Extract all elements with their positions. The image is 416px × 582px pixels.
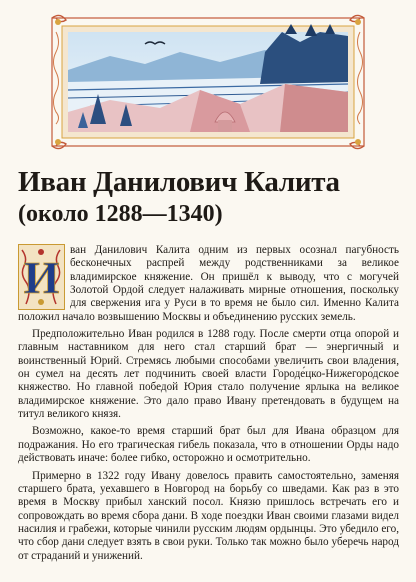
winter-landscape-illustration bbox=[50, 12, 366, 152]
paragraph: Предположительно Иван родился в 1288 году. После смерти отца опорой и главным наставником для него стал старший брат — энергичный и воинственный Юрий. Стремясь любыми способами увеличить свои владения, он сумел на десять лет подчинить своей власти Городе́цко-Нижегоро́дское княжество. Но главной победой Юрия стало получение ярлыка на великое владимирское княжение. Это дало право Ивану претендовать в будущем на титул великого князя. bbox=[18, 328, 399, 421]
dropcap-glyph: И bbox=[23, 252, 60, 303]
illustration-frame bbox=[50, 12, 366, 152]
dropcap-letter bbox=[18, 244, 65, 310]
paragraph: Возможно, какое-то время старший брат был для Ивана образцом для подражания. Но его трагическая гибель показала, что в отношении Орды надо действовать иначе: более гибко, осторожно и осмотрительно. bbox=[18, 425, 399, 465]
paragraph-text: ван Данилович Калита одним из первых осознал пагубность бесконечных распрей между родственниками за великое владимирское княжение. Он пришёл к выводу, что с могучей Золотой Ордой следует налаживать мирные отношения, поскольку для свержения ига у Руси в то время не было сил. Именно Калита положил начало возвышению Москвы и объединению русских земель. bbox=[18, 244, 399, 323]
ornamental-initial-icon bbox=[18, 244, 65, 310]
page-title: Иван Данилович Калита bbox=[18, 166, 340, 198]
life-dates: (около 1288—1340) bbox=[18, 201, 223, 227]
article-body bbox=[18, 244, 399, 563]
paragraph: Примерно в 1322 году Ивану довелось править самостоятельно, заменяя старшего брата, уехавшего в Новгород на борьбу со шведами. Как раз в это время в Москву прибыл ханский посол. Князю пришлось встречать его и сопровождать во время сбора дани. В ходе поездки Иван своими глазами видел насилия и грабежи, которые чинили русским людям ордынцы. Это убедило его, что сбор дани следует взять в свои руки. Только так можно было уберечь народ от страданий и унижений. bbox=[18, 469, 399, 562]
paragraph bbox=[18, 244, 399, 324]
